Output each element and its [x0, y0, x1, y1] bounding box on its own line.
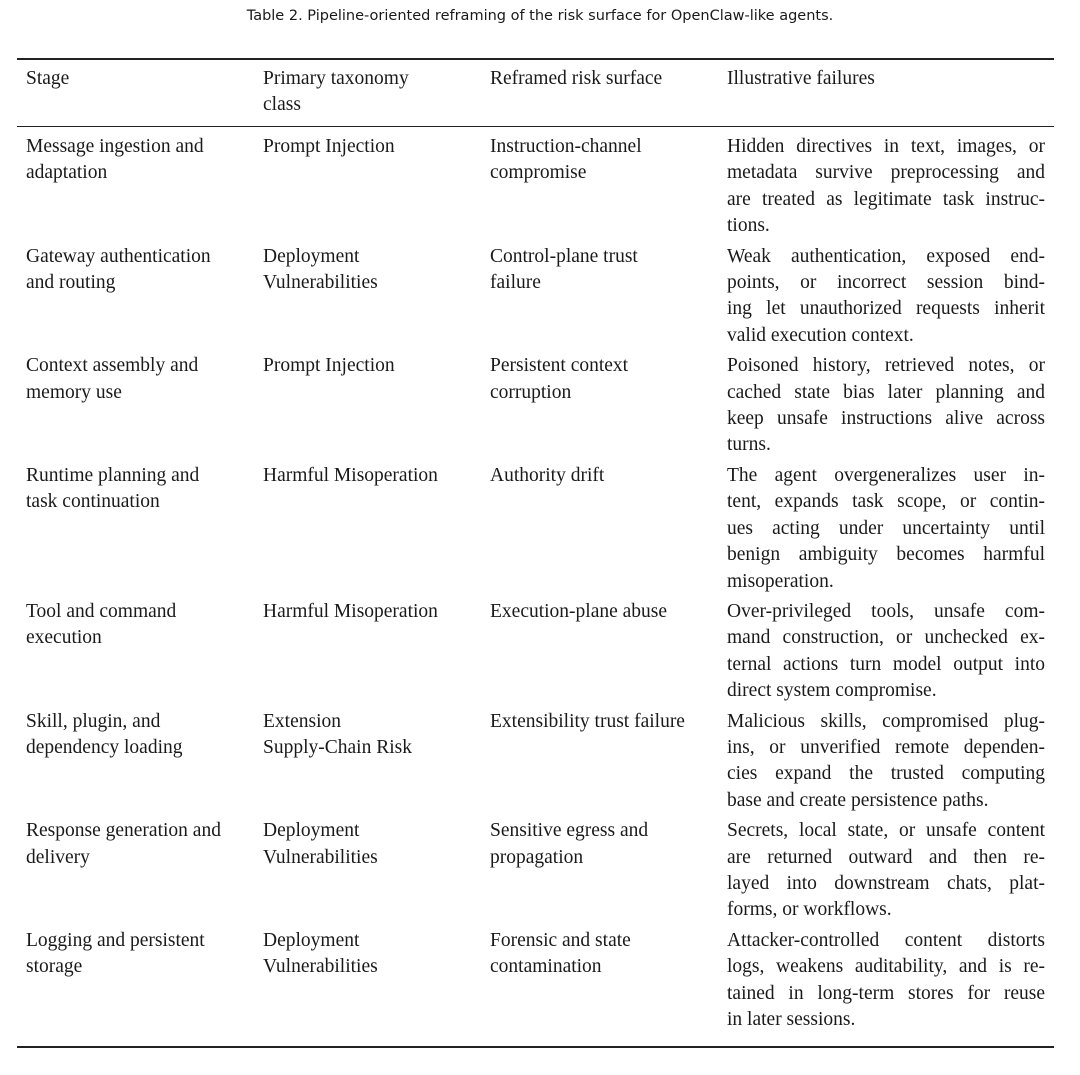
cell-line: Context assembly and — [26, 355, 199, 377]
stage-cell — [26, 599, 263, 705]
cell-line: Prompt Injection — [263, 355, 395, 377]
header-primary-taxonomy-class — [263, 66, 490, 126]
taxonomy-class-cell — [263, 928, 490, 1034]
illustrative-failures-cell — [727, 928, 1045, 1034]
stage-cell — [26, 928, 263, 1034]
stage-cell — [26, 244, 263, 350]
cell-line: ues acting under uncertainty until — [727, 517, 1045, 539]
cell-line: base and create persistence paths. — [727, 789, 989, 811]
risk-surface-cell — [490, 134, 727, 240]
cell-line: direct system compromise. — [727, 680, 937, 702]
cell-line: valid execution context. — [727, 324, 914, 346]
table-row — [17, 463, 1054, 599]
cell-line: execution — [26, 627, 102, 649]
cell-line: Sensitive egress and — [490, 820, 649, 842]
cell-line: Prompt Injection — [263, 136, 395, 157]
cell-line: Logging and persistent — [26, 929, 205, 951]
cell-line: cies expand the trusted computing — [727, 763, 1045, 785]
cell-line: ins, or unverified remote dependen- — [727, 736, 1045, 758]
bottom-rule — [17, 1046, 1054, 1048]
cell-line: ternal actions turn model output into — [727, 653, 1045, 675]
illustrative-failures-cell — [727, 353, 1045, 459]
risk-surface-cell — [490, 818, 727, 924]
stage-cell — [26, 134, 263, 240]
cell-line: Secrets, local state, or unsafe content — [727, 820, 1045, 842]
cell-line: keep unsafe instructions alive across — [727, 408, 1045, 430]
cell-line: metadata survive preprocessing and — [727, 162, 1045, 184]
risk-surface-cell — [490, 244, 727, 350]
cell-line: Forensic and state — [490, 929, 631, 951]
cell-line: Poisoned history, retrieved notes, or — [727, 355, 1045, 377]
cell-line: Illustrative failures — [727, 68, 875, 89]
cell-line: Instruction-channel — [490, 136, 642, 157]
cell-line: tent, expands task scope, or contin- — [727, 491, 1045, 513]
risk-surface-table — [17, 66, 1054, 1030]
taxonomy-class-cell — [263, 244, 490, 350]
illustrative-failures-cell — [727, 134, 1045, 240]
table-row — [17, 928, 1054, 1038]
cell-line: adaptation — [26, 162, 108, 184]
cell-line: Execution-plane abuse — [490, 600, 668, 622]
table-row — [17, 134, 1054, 244]
cell-line: Stage — [26, 68, 70, 89]
cell-line: Extensibility trust failure — [490, 710, 685, 732]
cell-line: and routing — [26, 272, 116, 294]
stage-cell — [26, 818, 263, 924]
cell-line: layed into downstream chats, plat- — [727, 872, 1045, 894]
table-header-row — [17, 66, 1054, 126]
cell-line: Weak authentication, exposed end- — [727, 245, 1045, 267]
cell-line: tained in long-term stores for reuse — [727, 982, 1045, 1004]
cell-line: memory use — [26, 381, 122, 403]
cell-line: Supply-Chain Risk — [263, 736, 412, 758]
taxonomy-class-cell — [263, 709, 490, 815]
cell-line: logs, weakens auditability, and is re- — [727, 956, 1045, 978]
cell-line: turns. — [727, 434, 771, 456]
cell-line: Deployment — [263, 245, 360, 267]
risk-surface-cell — [490, 353, 727, 459]
illustrative-failures-cell — [727, 818, 1045, 924]
table-row — [17, 244, 1054, 354]
cell-line: are treated as legitimate task instruc- — [727, 188, 1045, 210]
cell-line: Harmful Misoperation — [263, 600, 438, 622]
taxonomy-class-cell — [263, 463, 490, 595]
cell-line: Vulnerabilities — [263, 272, 378, 294]
cell-line: Harmful Misoperation — [263, 464, 438, 486]
cell-line: Response generation and — [26, 820, 221, 842]
cell-line: Deployment — [263, 929, 360, 951]
taxonomy-class-cell — [263, 818, 490, 924]
cell-line: tions. — [727, 215, 770, 237]
risk-surface-cell — [490, 599, 727, 705]
cell-line: failure — [490, 272, 541, 294]
illustrative-failures-cell — [727, 244, 1045, 350]
cell-line: Hidden directives in text, images, or — [727, 136, 1045, 157]
cell-line: Runtime planning and — [26, 464, 200, 486]
cell-line: dependency loading — [26, 736, 183, 758]
cell-line: Message ingestion and — [26, 136, 204, 157]
header-rule — [17, 126, 1054, 127]
cell-line: class — [263, 94, 301, 116]
cell-line: points, or incorrect session bind- — [727, 272, 1045, 294]
cell-line: Control-plane trust — [490, 245, 638, 267]
header-illustrative-failures — [727, 66, 1045, 126]
header-stage — [26, 66, 263, 126]
cell-line: benign ambiguity becomes harmful — [727, 544, 1045, 566]
cell-line: delivery — [26, 846, 90, 868]
stage-cell — [26, 353, 263, 459]
top-rule — [17, 58, 1054, 60]
cell-line: Tool and command — [26, 600, 177, 622]
cell-line: forms, or workflows. — [727, 899, 892, 921]
illustrative-failures-cell — [727, 463, 1045, 595]
taxonomy-class-cell — [263, 134, 490, 240]
cell-line: are returned outward and then re- — [727, 846, 1045, 868]
cell-line: mand construction, or unchecked ex- — [727, 627, 1045, 649]
cell-line: task continuation — [26, 491, 160, 513]
risk-surface-cell — [490, 709, 727, 815]
cell-line: Gateway authentication — [26, 245, 211, 267]
header-reframed-risk-surface — [490, 66, 727, 126]
illustrative-failures-cell — [727, 709, 1045, 815]
cell-line: Extension — [263, 710, 341, 732]
table-row — [17, 353, 1054, 463]
table-caption: Table 2. Pipeline-oriented reframing of the risk surface for OpenClaw-like agents. — [246, 8, 834, 24]
cell-line: The agent overgeneralizes user in- — [727, 464, 1045, 486]
cell-line: misoperation. — [727, 570, 834, 592]
cell-line: Persistent context — [490, 355, 629, 377]
cell-line: corruption — [490, 381, 572, 403]
table-row — [17, 709, 1054, 819]
cell-line: Deployment — [263, 820, 360, 842]
risk-surface-cell — [490, 928, 727, 1034]
cell-line: Skill, plugin, and — [26, 710, 161, 732]
cell-line: cached state bias later planning and — [727, 381, 1045, 403]
cell-line: Over-privileged tools, unsafe com- — [727, 600, 1045, 622]
illustrative-failures-cell — [727, 599, 1045, 705]
cell-line: Attacker-controlled content distorts — [727, 929, 1045, 951]
cell-line: propagation — [490, 846, 584, 868]
cell-line: in later sessions. — [727, 1009, 856, 1030]
cell-line: Malicious skills, compromised plug- — [727, 710, 1045, 732]
taxonomy-class-cell — [263, 599, 490, 705]
cell-line: Primary taxonomy — [263, 68, 409, 89]
risk-surface-cell — [490, 463, 727, 595]
taxonomy-class-cell — [263, 353, 490, 459]
cell-line: ing let unauthorized requests inherit — [727, 298, 1045, 320]
table-body — [17, 134, 1054, 1037]
table-row — [17, 818, 1054, 928]
cell-line: Authority drift — [490, 464, 605, 486]
stage-cell — [26, 463, 263, 595]
cell-line: Vulnerabilities — [263, 846, 378, 868]
cell-line: compromise — [490, 162, 587, 184]
stage-cell — [26, 709, 263, 815]
table-row — [17, 599, 1054, 709]
cell-line: contamination — [490, 956, 602, 978]
cell-line: Vulnerabilities — [263, 956, 378, 978]
cell-line: Reframed risk surface — [490, 68, 663, 89]
cell-line: storage — [26, 956, 83, 978]
